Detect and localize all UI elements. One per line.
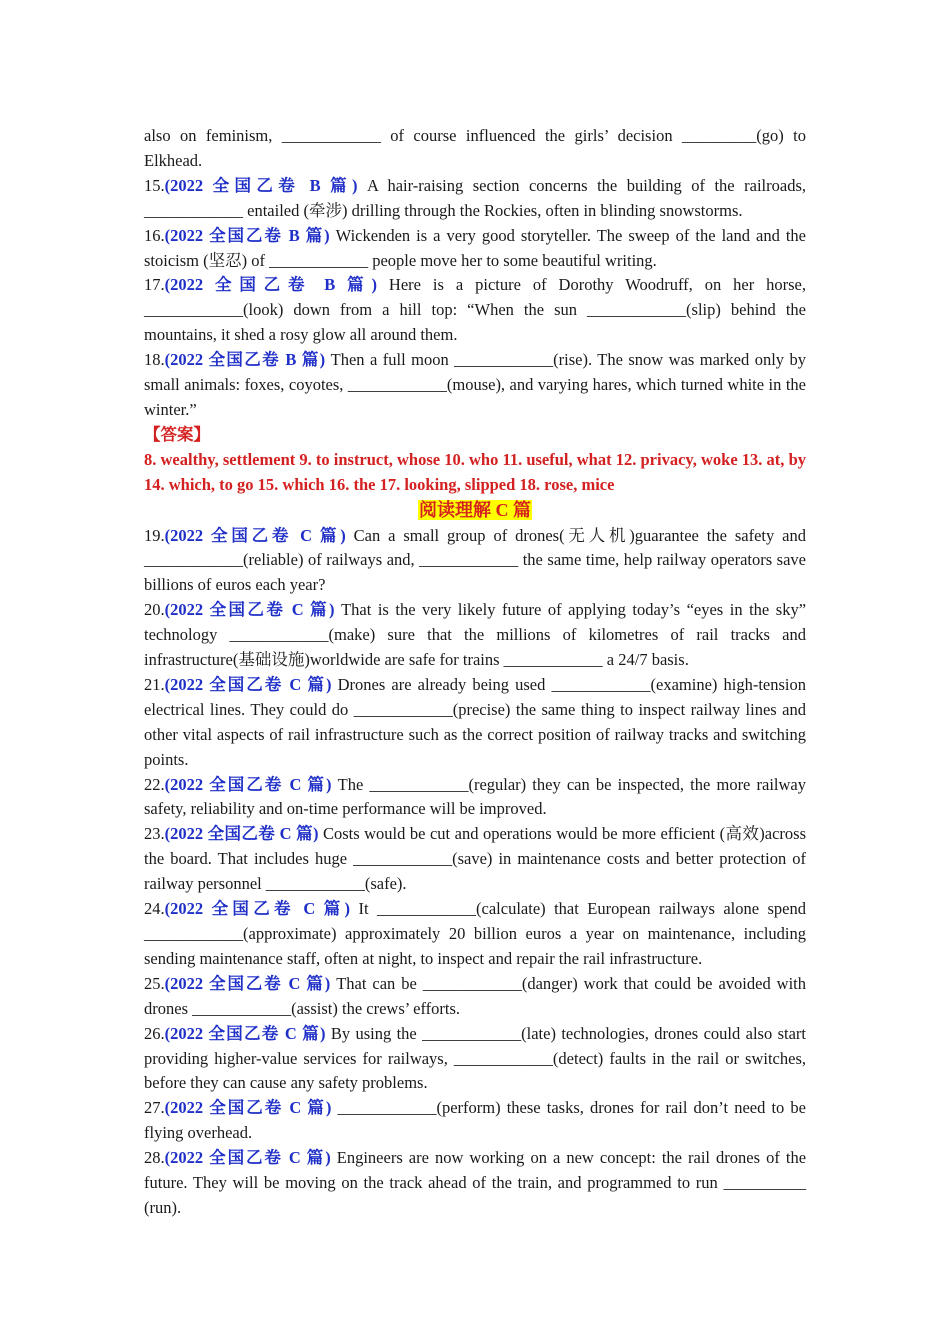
question-source: (2022 全国乙卷 B 篇) [164,275,377,295]
question-source: (2022 全国乙卷 C 篇) [164,600,335,620]
document-content [144,124,806,1221]
question-source: (2022 全国乙卷 C 篇) [164,973,331,993]
question-28 [144,1146,806,1221]
question-number: 20. [144,600,165,620]
question-24 [144,897,806,972]
question-source: (2022 全国乙卷 C 篇) [164,1023,326,1043]
question-text: Can a small group of drones(无人机)guarantee the safety and ____________(reliable) of railways and, ____________ the same time, help railway operators save billions of euros each year? [144,525,807,595]
question-source: (2022 全国乙卷 B 篇) [164,175,358,195]
question-continuation [144,124,806,174]
question-number: 25. [144,973,165,993]
question-number: 24. [144,899,165,919]
question-text: It ____________(calculate) that European railways alone spend ____________(approximate) approximately 20 billion euros a year on maintenance, including sending maintenance staff, often at night, to inspect and repair the rail infrastructure. [144,899,806,968]
question-text: The ____________(regular) they can be inspected, the more railway safety, reliability and on-time performance will be improved. [144,774,806,819]
question-16 [144,224,806,274]
question-22 [144,773,806,823]
question-text: Here is a picture of Dorothy Woodruff, on her horse, ____________(look) down from a hill top: “When the sun ____________(slip) behind the mountains, it shed a rosy glow all around them. [144,275,806,345]
section-title-text: 阅读理解 C 篇 [419,499,531,520]
question-text: That is the very likely future of applying today’s “eyes in the sky” technology ____________(make) sure that the millions of kilometres of rail tracks and infrastructure(基础设施)worldwide are safe for trains ____________ a 24/7 basis. [144,600,807,670]
question-text: Costs would be cut and operations would be more efficient (高效)across the board. That includes huge ____________(save) in maintenance costs and better protection of railway personnel ____________(safe). [144,824,806,894]
question-number: 23. [144,824,165,844]
question-number: 16. [144,225,165,245]
question-text: By using the ____________(late) technologies, drones could also start providing higher-value services for railways, ____________(detect) faults in the rail or switches, before they can cause any safety problems. [144,1023,806,1093]
question-source: (2022 全国乙卷 B 篇) [164,350,326,370]
question-source: (2022 全国乙卷 C 篇) [164,774,332,794]
question-17 [144,273,806,348]
question-26 [144,1022,806,1097]
question-text: ____________(perform) these tasks, drones for rail don’t need to be flying overhead. [144,1098,806,1143]
question-25 [144,972,806,1022]
question-source: (2022 全国乙卷 C 篇) [164,1148,331,1168]
question-source: (2022 全国乙卷 C 篇) [164,674,332,694]
question-number: 21. [144,674,165,694]
question-number: 19. [144,525,165,545]
question-15 [144,174,806,224]
answer-key: 8. wealthy, settlement 9. to instruct, whose 10. who 11. useful, what 12. privacy, woke 13. at, by 14. which, to go 15. which 16. the 17. looking, slipped 18. rose, mice [144,449,806,494]
question-20 [144,598,806,673]
question-23 [144,822,806,897]
question-source: (2022 全国乙卷 C 篇) [164,1098,332,1118]
question-18 [144,348,806,423]
question-text: Then a full moon ____________(rise). The snow was marked only by small animals: foxes, coyotes, ____________(mouse), and varying hares, which turned white in the winter.” [144,350,806,419]
question-source: (2022 全国乙卷 C 篇) [164,525,346,545]
section-title [144,498,806,524]
question-number: 15. [144,175,165,195]
question-source: (2022 全国乙卷 B 篇) [164,225,330,245]
question-number: 22. [144,774,165,794]
question-27 [144,1096,806,1146]
question-number: 27. [144,1098,165,1118]
question-text: Wickenden is a very good storyteller. The sweep of the land and the stoicism (坚忍) of ____________ people move her to some beautiful writing. [144,225,807,270]
question-number: 18. [144,350,165,370]
question-text: That can be ____________(danger) work that could be avoided with drones ____________(assist) the crews’ efforts. [144,973,807,1018]
question-19 [144,524,806,599]
question-number: 28. [144,1148,165,1168]
answer-heading: 【答案】 [144,424,210,444]
question-text: Engineers are now working on a new concept: the rail drones of the future. They will be moving on the track ahead of the train, and programmed to run __________ (run). [144,1148,807,1217]
question-text: A hair-raising section concerns the building of the railroads, ____________ entailed (牵涉) drilling through the Rockies, often in blinding snowstorms. [144,175,806,220]
question-number: 26. [144,1023,165,1043]
question-text: Drones are already being used ____________(examine) high-tension electrical lines. They could do ____________(precise) the same thing to inspect railway lines and other vital aspects of rail infrastructure such as the correct position of railway tracks and switching points. [144,674,807,769]
question-number: 17. [144,275,165,295]
question-source: (2022 全国乙卷 C 篇) [164,824,319,844]
question-source: (2022 全国乙卷 C 篇) [164,899,351,919]
question-21 [144,673,806,773]
question-text: also on feminism, ____________ of course influenced the girls’ decision _________(go) to Elkhead. [144,126,806,170]
